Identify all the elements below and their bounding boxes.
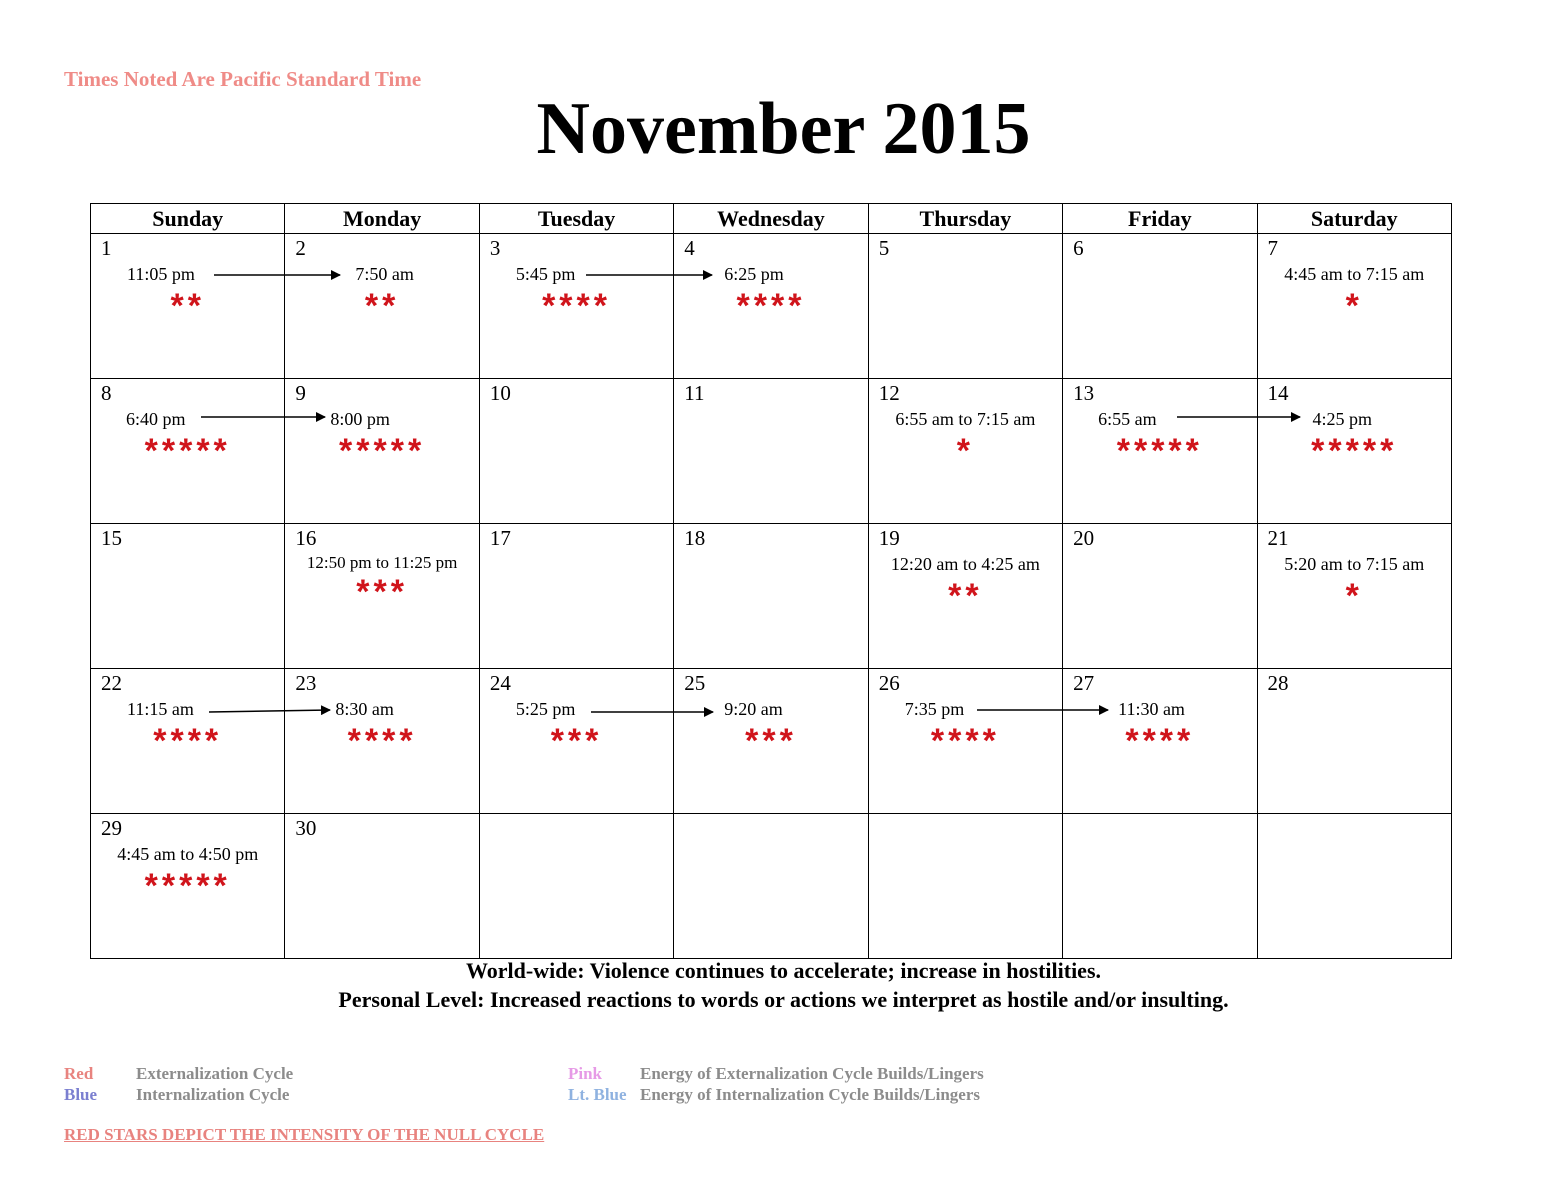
event-time: 11:30 am	[1118, 699, 1185, 719]
day-cell	[1063, 669, 1257, 814]
day-cell	[91, 669, 285, 814]
week-row	[91, 669, 1452, 814]
day-number: 29	[101, 816, 122, 840]
event-time: 11:15 am	[127, 699, 194, 719]
day-cell	[1063, 379, 1257, 524]
intensity-stars: *****	[1311, 432, 1398, 470]
day-cell	[674, 379, 868, 524]
legend-red-description: Externalization Cycle	[136, 1064, 294, 1083]
intensity-stars: *	[1345, 287, 1363, 325]
day-number: 19	[878, 526, 900, 550]
calendar-grid	[90, 203, 1452, 959]
week-row	[91, 379, 1452, 524]
legend-pink-description: Energy of Externalization Cycle Builds/Lingers	[640, 1064, 984, 1083]
day-cell	[868, 379, 1062, 524]
day-number: 11	[684, 381, 705, 405]
intensity-stars: *****	[1116, 432, 1203, 470]
day-cell empty	[1063, 814, 1257, 959]
legend-red-name: Red	[64, 1064, 94, 1083]
day-number: 5	[878, 236, 890, 260]
weekday-header: Saturday	[1257, 204, 1451, 234]
event-time: 12:20 am to 4:25 am	[890, 554, 1040, 574]
day-cell	[1063, 524, 1257, 669]
intensity-stars: *	[1345, 577, 1363, 615]
intensity-stars: *****	[144, 867, 231, 905]
day-number: 16	[295, 526, 317, 550]
intensity-stars: **	[170, 287, 205, 325]
intensity-stars: ****	[930, 722, 1000, 760]
event-time: 4:45 am to 4:50 pm	[117, 844, 259, 864]
day-number: 6	[1073, 236, 1084, 260]
day-number: 21	[1267, 526, 1289, 550]
day-cell	[1257, 524, 1451, 669]
event-time: 6:40 pm	[126, 409, 186, 429]
day-cell	[285, 524, 479, 669]
intensity-stars: ***	[550, 722, 603, 760]
event-time: 4:25 pm	[1312, 409, 1373, 429]
day-cell	[674, 234, 868, 379]
intensity-stars: ****	[347, 722, 417, 760]
intensity-stars: ***	[356, 573, 408, 611]
day-number: 28	[1267, 671, 1289, 695]
week-row	[91, 234, 1452, 379]
day-cell	[479, 234, 673, 379]
event-time: 6:55 am	[1098, 409, 1157, 429]
weekday-header: Monday	[285, 204, 479, 234]
day-cell	[868, 669, 1062, 814]
weekday-header: Sunday	[91, 204, 285, 234]
intensity-stars: ****	[736, 287, 806, 325]
legend-blue-description: Internalization Cycle	[136, 1085, 290, 1104]
day-number: 8	[101, 381, 112, 405]
event-time: 9:20 am	[724, 699, 783, 719]
day-cell	[91, 814, 285, 959]
intensity-stars: ****	[1125, 722, 1195, 760]
intensity-stars: ***	[745, 722, 797, 760]
calendar-title: November 2015	[536, 88, 1031, 170]
legend-pink-name: Pink	[568, 1064, 603, 1083]
weekday-header: Tuesday	[479, 204, 673, 234]
day-number: 22	[101, 671, 122, 695]
event-time: 7:50 am	[355, 264, 414, 284]
intensity-stars: *	[956, 432, 975, 470]
intensity-stars: **	[948, 577, 983, 615]
event-time: 6:25 pm	[724, 264, 784, 284]
day-cell	[868, 524, 1062, 669]
day-number: 1	[101, 236, 112, 260]
day-number: 24	[489, 671, 511, 695]
day-cell	[479, 524, 673, 669]
day-number: 17	[489, 526, 511, 550]
day-cell	[479, 669, 673, 814]
day-cell	[1063, 234, 1257, 379]
event-time: 11:05 pm	[127, 264, 195, 284]
day-number: 2	[295, 236, 306, 260]
day-cell	[91, 524, 285, 669]
day-cell	[285, 379, 479, 524]
day-number: 25	[684, 671, 706, 695]
weekday-header: Friday	[1063, 204, 1257, 234]
day-number: 23	[295, 671, 317, 695]
week-row	[91, 524, 1452, 669]
null-cycle-footnote: RED STARS DEPICT THE INTENSITY OF THE NULL CYCLE	[64, 1125, 545, 1144]
day-cell	[1257, 669, 1451, 814]
day-cell	[285, 814, 479, 959]
day-number: 14	[1267, 381, 1289, 405]
event-time: 5:20 am to 7:15 am	[1284, 554, 1425, 574]
day-number: 10	[489, 381, 511, 405]
event-time: 5:45 pm	[515, 264, 576, 284]
day-number: 30	[295, 816, 317, 840]
day-cell empty	[868, 814, 1062, 959]
intensity-stars: ****	[542, 287, 612, 325]
event-time: 4:45 am to 7:15 am	[1284, 264, 1425, 284]
day-cell	[868, 234, 1062, 379]
event-time: 6:55 am to 7:15 am	[895, 409, 1036, 429]
day-number: 15	[101, 526, 122, 550]
personal-summary: Personal Level: Increased reactions to words or actions we interpret as hostile and/or insulting.	[338, 987, 1229, 1012]
day-cell empty	[674, 814, 868, 959]
day-number: 4	[684, 236, 695, 260]
day-cell	[479, 379, 673, 524]
event-time: 12:50 pm to 11:25 pm	[306, 553, 458, 572]
day-cell	[91, 379, 285, 524]
intensity-stars: *****	[144, 432, 231, 470]
event-time: 7:35 pm	[904, 699, 965, 719]
timezone-note: Times Noted Are Pacific Standard Time	[64, 67, 422, 91]
day-cell	[1257, 234, 1451, 379]
week-row	[91, 814, 1452, 959]
day-number: 18	[684, 526, 706, 550]
day-number: 9	[295, 381, 306, 405]
event-time: 8:00 pm	[330, 409, 390, 429]
day-cell	[285, 234, 479, 379]
weekday-header: Wednesday	[674, 204, 868, 234]
weekday-header-row	[91, 204, 1452, 234]
day-number: 3	[489, 236, 501, 260]
intensity-stars: *****	[339, 432, 426, 470]
day-number: 12	[878, 381, 900, 405]
legend-ltblue-description: Energy of Internalization Cycle Builds/Lingers	[640, 1085, 980, 1104]
day-cell	[1257, 379, 1451, 524]
day-cell	[674, 524, 868, 669]
day-number: 26	[878, 671, 900, 695]
intensity-stars: ****	[153, 722, 223, 760]
legend-ltblue-name: Lt. Blue	[568, 1085, 627, 1104]
day-cell	[91, 234, 285, 379]
day-cell empty	[1257, 814, 1451, 959]
legend-blue-name: Blue	[64, 1085, 98, 1104]
intensity-stars: **	[364, 287, 400, 325]
event-time: 5:25 pm	[515, 699, 576, 719]
day-cell	[285, 669, 479, 814]
day-cell	[674, 669, 868, 814]
day-number: 27	[1073, 671, 1095, 695]
event-time: 8:30 am	[335, 699, 394, 719]
day-number: 7	[1267, 236, 1279, 260]
day-number: 20	[1073, 526, 1095, 550]
day-cell empty	[479, 814, 673, 959]
weekday-header: Thursday	[868, 204, 1062, 234]
worldwide-summary: World-wide: Violence continues to accelerate; increase in hostilities.	[465, 958, 1102, 983]
day-number: 13	[1073, 381, 1095, 405]
